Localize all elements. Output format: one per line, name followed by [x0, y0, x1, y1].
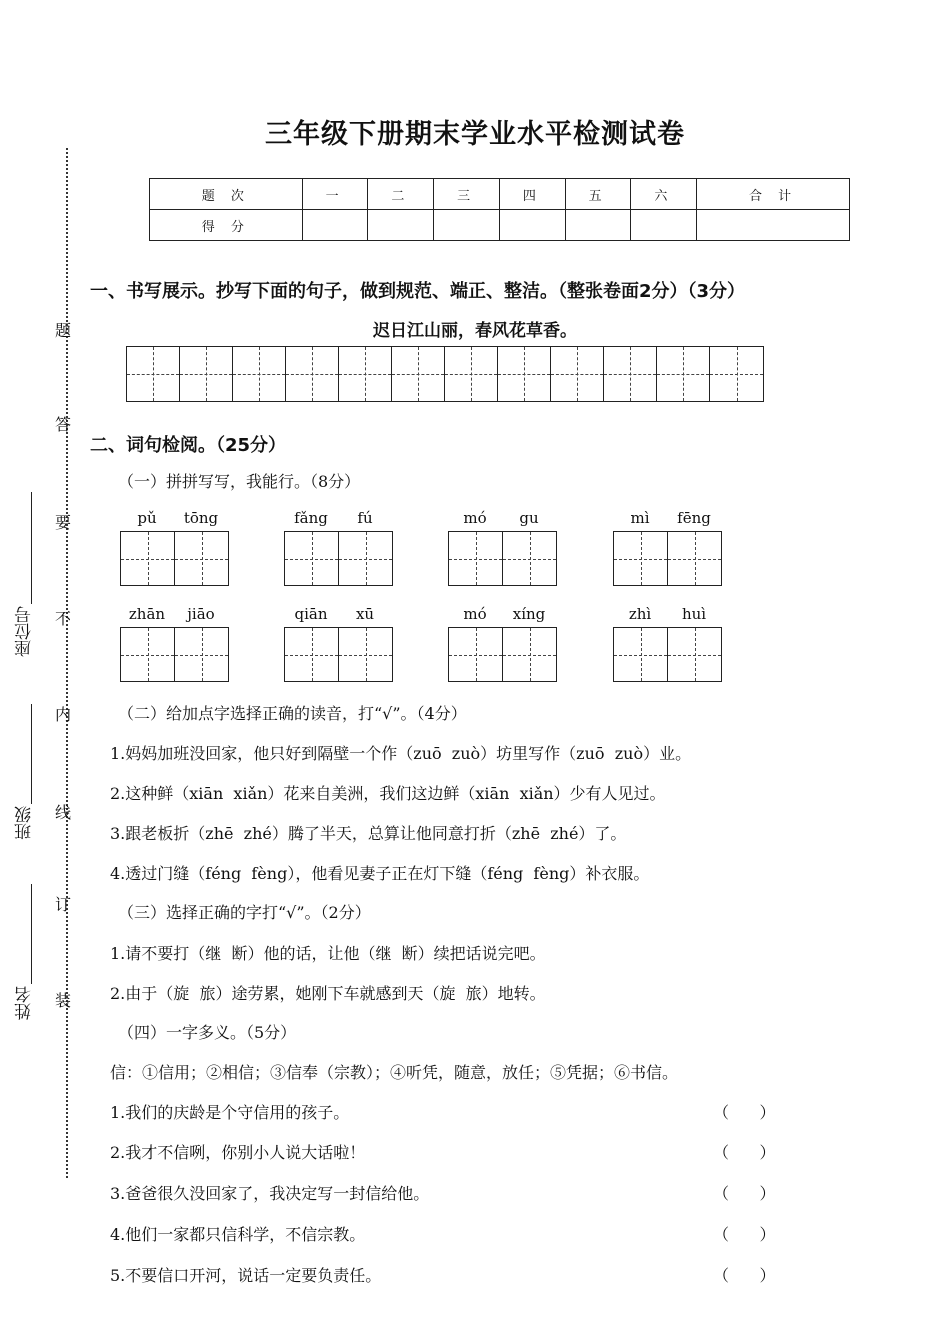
- question-line: 5.不要信口开河，说话一定要负责任。: [110, 1266, 382, 1285]
- score-header-cell: 五: [565, 179, 631, 210]
- margin-char: 题: [54, 321, 71, 340]
- binding-dotted-line: [66, 148, 68, 1178]
- pinyin-item: [613, 509, 722, 586]
- score-header-cell: 题 次: [150, 179, 303, 210]
- seat-number-label: 座位号: [15, 606, 35, 657]
- tianzi-grid[interactable]: [120, 531, 229, 586]
- part4-heading: （四）一字多义。（5分）: [118, 1023, 297, 1042]
- score-header-row: [150, 179, 850, 210]
- question-line: 2.我才不信咧，你别小人说大话啦！: [110, 1143, 366, 1162]
- pinyin-item: [284, 509, 393, 586]
- question-line: 1.请不要打（继 断）他的话，让他（继 断）续把话说完吧。: [110, 944, 546, 963]
- tianzi-grid[interactable]: [613, 627, 722, 682]
- copy-writing-grid[interactable]: [126, 346, 764, 402]
- question-line: 3.跟老板折（zhē zhé）腾了半天，总算让他同意打折（zhē zhé）了。: [110, 824, 627, 843]
- grid-cell[interactable]: [551, 347, 604, 401]
- pinyin-item: [448, 509, 557, 586]
- tianzi-grid[interactable]: [613, 531, 722, 586]
- question-line: 2.由于（旋 旅）途劳累，她刚下车就感到天（旋 旅）地转。: [110, 984, 546, 1003]
- score-cell[interactable]: [434, 210, 500, 241]
- score-row-label: 得 分: [150, 210, 303, 241]
- grid-cell[interactable]: [286, 347, 339, 401]
- grid-cell[interactable]: [180, 347, 233, 401]
- answer-blank[interactable]: （ ）: [713, 1143, 776, 1162]
- score-header-cell: 六: [631, 179, 697, 210]
- score-header-cell: 四: [499, 179, 565, 210]
- pinyin-syllable: zhì: [628, 605, 652, 623]
- class-label: 班级: [15, 806, 35, 840]
- name-label: 姓名: [15, 986, 35, 1020]
- pinyin-syllable: fēng: [677, 509, 711, 527]
- score-cell[interactable]: [302, 210, 368, 241]
- section2-heading: 二、词句检阅。（25分）: [90, 435, 287, 456]
- pinyin-item: [448, 605, 557, 682]
- pinyin-syllable: tōng: [183, 509, 219, 527]
- answer-blank[interactable]: （ ）: [713, 1266, 776, 1285]
- score-header-cell: 合 计: [697, 179, 850, 210]
- margin-char: 线: [54, 803, 71, 822]
- question-line: 1.我们的庆龄是个守信用的孩子。: [110, 1103, 350, 1122]
- pinyin-item: [613, 605, 722, 682]
- margin-char: 不: [54, 609, 71, 628]
- section1-heading: 一、书写展示。抄写下面的句子，做到规范、端正、整洁。（整张卷面2分）（3分）: [90, 281, 746, 302]
- tianzi-grid[interactable]: [448, 531, 557, 586]
- grid-cell[interactable]: [392, 347, 445, 401]
- pinyin-syllable: mó: [463, 509, 487, 527]
- question-line: 1.妈妈加班没回家，他只好到隔壁一个作（zuō zuò）坊里写作（zuō zuò）业。: [110, 744, 692, 763]
- seat-underline[interactable]: [31, 492, 32, 604]
- question-line: 2.这种鲜（xiān xiǎn）花来自美洲，我们这边鲜（xiān xiǎn）少有人见过。: [110, 784, 666, 803]
- margin-char: 答: [54, 415, 71, 434]
- pinyin-syllable: fú: [357, 509, 373, 527]
- grid-cell[interactable]: [445, 347, 498, 401]
- pinyin-item: [284, 605, 393, 682]
- margin-char: 内: [54, 705, 71, 724]
- part1-heading: （一）拼拼写写，我能行。（8分）: [118, 472, 361, 491]
- margin-char: 订: [54, 895, 71, 914]
- pinyin-item: [120, 605, 229, 682]
- part2-heading: （二）给加点字选择正确的读音，打“√”。（4分）: [118, 704, 467, 723]
- score-value-row: [150, 210, 850, 241]
- page-title: 三年级下册期末学业水平检测试卷: [265, 119, 685, 150]
- tianzi-grid[interactable]: [284, 627, 393, 682]
- score-header-cell: 二: [368, 179, 434, 210]
- pinyin-syllable: pǔ: [137, 509, 157, 527]
- score-cell[interactable]: [368, 210, 434, 241]
- score-table: [149, 178, 850, 241]
- question-line: 4.透过门缝（féng fèng），他看见妻子正在灯下缝（féng fèng）补衣服。: [110, 864, 650, 883]
- pinyin-syllable: mó: [463, 605, 487, 623]
- grid-cell[interactable]: [498, 347, 551, 401]
- grid-cell[interactable]: [233, 347, 286, 401]
- score-cell[interactable]: [565, 210, 631, 241]
- answer-blank[interactable]: （ ）: [713, 1184, 776, 1203]
- score-header-cell: 一: [302, 179, 368, 210]
- pinyin-syllable: huì: [681, 605, 707, 623]
- copy-sentence: 迟日江山丽，春风花草香。: [373, 321, 577, 341]
- pinyin-syllable: jiāo: [187, 605, 215, 623]
- grid-cell[interactable]: [127, 347, 180, 401]
- score-cell[interactable]: [697, 210, 850, 241]
- answer-blank[interactable]: （ ）: [713, 1103, 776, 1122]
- name-underline[interactable]: [31, 884, 32, 984]
- meanings-line: 信：①信用；②相信；③信奉（宗教）；④听凭，随意，放任；⑤凭据；⑥书信。: [110, 1063, 679, 1082]
- part3-heading: （三）选择正确的字打“√”。（2分）: [118, 903, 371, 922]
- pinyin-item: [120, 509, 229, 586]
- grid-cell[interactable]: [657, 347, 710, 401]
- pinyin-syllable: mì: [630, 509, 650, 527]
- answer-blank[interactable]: （ ）: [713, 1225, 776, 1244]
- question-line: 3.爸爸很久没回家了，我决定写一封信给他。: [110, 1184, 430, 1203]
- grid-cell[interactable]: [339, 347, 392, 401]
- tianzi-grid[interactable]: [120, 627, 229, 682]
- pinyin-syllable: fǎng: [294, 509, 328, 527]
- grid-cell[interactable]: [710, 347, 763, 401]
- margin-char: 装: [54, 991, 71, 1010]
- score-header-cell: 三: [434, 179, 500, 210]
- grid-cell[interactable]: [604, 347, 657, 401]
- pinyin-syllable: gu: [519, 509, 539, 527]
- pinyin-syllable: xū: [355, 605, 375, 623]
- pinyin-syllable: xíng: [512, 605, 546, 623]
- tianzi-grid[interactable]: [284, 531, 393, 586]
- score-cell[interactable]: [631, 210, 697, 241]
- score-cell[interactable]: [499, 210, 565, 241]
- margin-char: 要: [54, 513, 71, 532]
- pinyin-syllable: qiān: [294, 605, 328, 623]
- question-line: 4.他们一家都只信科学，不信宗教。: [110, 1225, 366, 1244]
- class-underline[interactable]: [31, 704, 32, 804]
- tianzi-grid[interactable]: [448, 627, 557, 682]
- pinyin-syllable: zhān: [128, 605, 166, 623]
